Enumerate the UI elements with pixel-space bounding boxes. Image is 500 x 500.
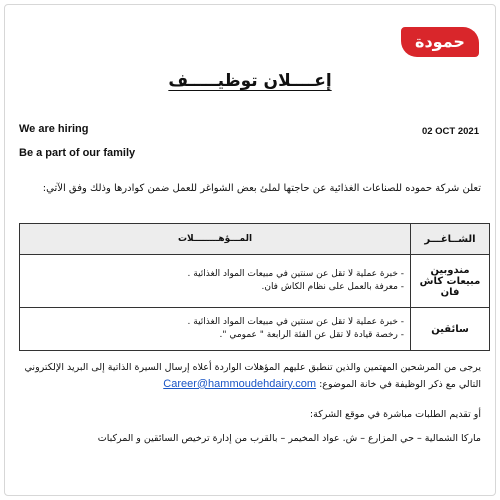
we-are-hiring-text: We are hiring	[19, 123, 89, 135]
qualification-item: - خبرة عملية لا تقل عن سنتين في مبيعات المواد الغذائية .	[187, 268, 404, 279]
application-text: التالي مع ذكر الوظيفة في خانة الموضوع:	[319, 378, 481, 390]
qualification-item: - رخصة قيادة لا تقل عن الفئة الرابعة " عمومي ".	[219, 330, 404, 340]
table-row	[20, 255, 490, 308]
company-address: ماركا الشمالية – حي المزارع – ش. عواد المخيمر – بالقرب من إدارة ترخيص السائقين و المركبات	[97, 433, 481, 444]
job-ad-document	[4, 4, 496, 496]
qualifications-cell	[20, 255, 411, 308]
application-instructions	[11, 361, 481, 393]
career-email-link[interactable]: Career@hammoudehdairy.com	[163, 377, 317, 390]
ad-date: 02 OCT 2021	[421, 126, 479, 137]
column-header-position: الشــاغـــر	[411, 224, 490, 255]
column-header-qualifications: المـــؤهــــــــلات	[20, 224, 411, 255]
intro-paragraph: تعلن شركة حموده للصناعات الغذائية عن حاجتها لملئ بعض الشواغر للعمل ضمن كوادرها وذلك وفق الآتي:	[42, 183, 481, 194]
table-header-row	[20, 224, 490, 255]
application-text-line	[11, 376, 481, 393]
family-tagline: Be a part of our family	[19, 147, 136, 159]
qualification-item: - معرفة بالعمل على نظام الكاش فان.	[261, 282, 404, 292]
position-name: مندوبين مبيعات كاش فان	[411, 255, 490, 308]
qualifications-cell	[20, 308, 411, 351]
qualification-item: - خبرة عملية لا تقل عن سنتين في مبيعات المواد الغذائية .	[187, 316, 404, 327]
positions-table	[19, 223, 490, 351]
ad-title: إعــــلان توظيـــــف	[168, 71, 332, 91]
onsite-label: أو تقديم الطلبات مباشرة في موقع الشركة:	[309, 409, 481, 420]
table-row	[20, 308, 490, 351]
application-text-line: يرجى من المرشحين المهتمين والذين تنطبق عليهم المؤهلات الواردة أعلاه إرسال السيرة الذاتية إلى البريد الإلكتروني	[24, 362, 481, 373]
hammoudeh-logo: حمودة	[401, 27, 479, 57]
position-name: سائقين	[411, 308, 490, 351]
